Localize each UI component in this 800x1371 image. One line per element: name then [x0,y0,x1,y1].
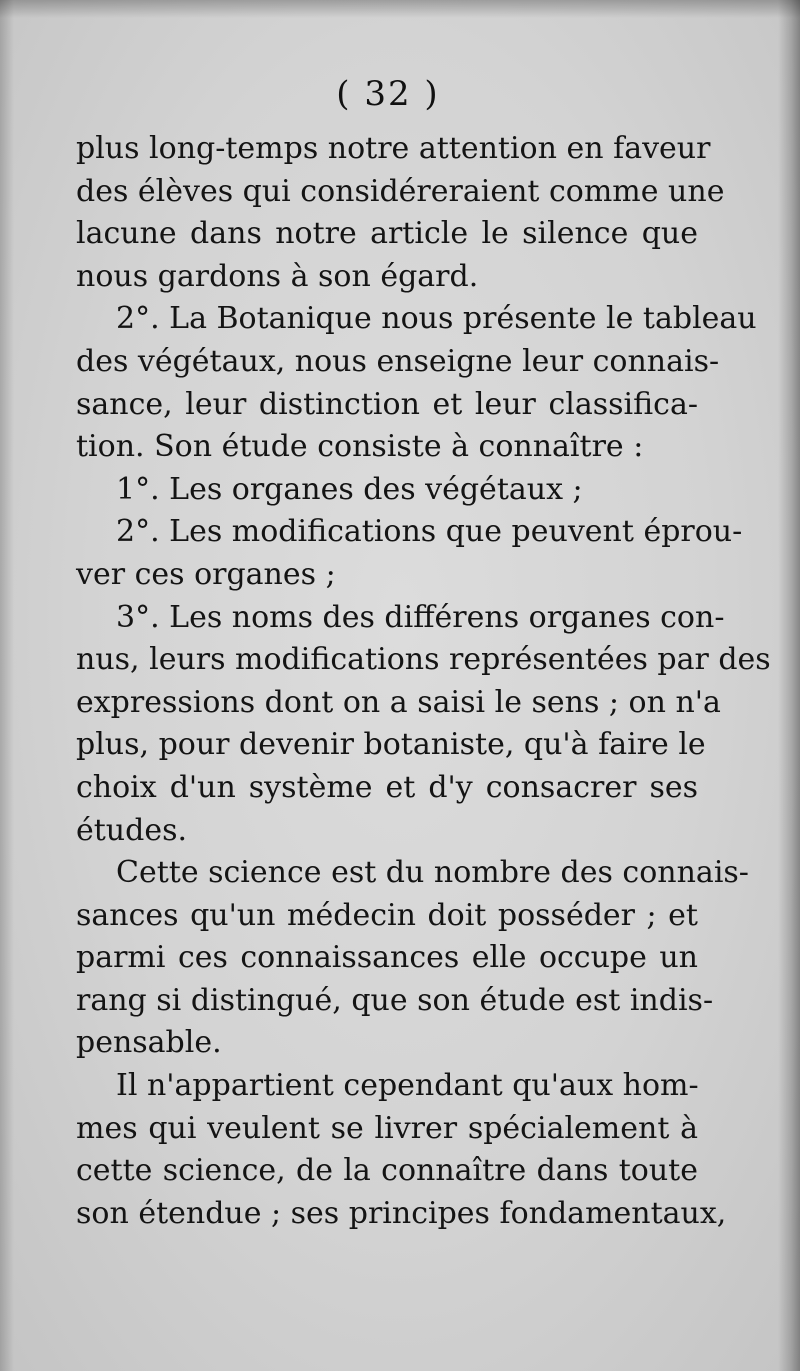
text-line: 2°. La Botanique nous présente le tableau [116,301,757,337]
text-line: lacune dans notre article le silence que [76,216,698,252]
text-line: nous gardons à son égard. [76,258,479,294]
text-line: Cette science est du nombre des connais- [116,855,749,891]
text-line: des élèves qui considéreraient comme une [76,173,725,209]
page-number: ( 32 ) [336,74,440,114]
page-body [76,128,771,1235]
page-edge-shadow-left [0,0,14,1371]
text-line: pensable. [76,1025,222,1061]
text-line: études. [76,812,188,848]
text-line: des végétaux, nous enseigne leur connais- [76,343,720,379]
text-line: nus, leurs modifications représentées par des [76,642,771,678]
text-line: 3°. Les noms des différens organes con- [116,599,725,635]
page-edge-shadow-top [0,0,800,18]
text-line: sances qu'un médecin doit posséder ; et [76,897,698,933]
text-line: ver ces organes ; [76,556,336,592]
text-line: 1°. Les organes des végétaux ; [116,471,583,507]
text-line: son étendue ; ses principes fondamentaux, [76,1195,727,1231]
text-line: plus long-temps notre attention en faveur [76,131,711,166]
text-line: cette science, de la connaître dans toute [76,1153,698,1189]
text-line: mes qui veulent se livrer spécialement à [76,1110,698,1146]
text-line: parmi ces connaissances elle occupe un [76,940,698,976]
text-line: tion. Son étude consiste à connaître : [76,429,644,465]
text-line: plus, pour devenir botaniste, qu'à faire le [76,727,706,763]
text-line: 2°. Les modifications que peuvent éprou- [116,514,743,550]
text-line: choix d'un système et d'y consacrer ses [76,769,698,805]
text-line: expressions dont on a saisi le sens ; on n'a [76,684,721,720]
text-line: Il n'appartient cependant qu'aux hom- [116,1068,699,1104]
page-edge-shadow-right [778,0,800,1371]
text-line: rang si distingué, que son étude est indis- [76,982,714,1018]
text-line: sance, leur distinction et leur classifica- [76,386,698,422]
